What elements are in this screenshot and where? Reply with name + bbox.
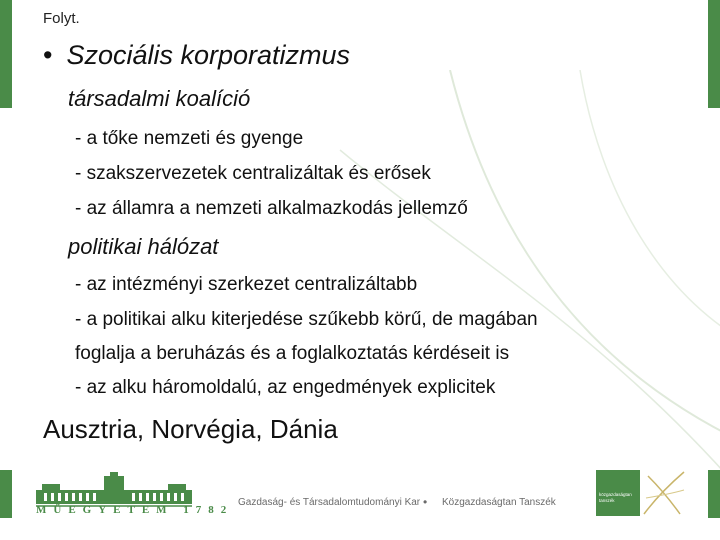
coalition-line-2: - szakszervezetek centralizáltak és erősek — [75, 163, 431, 184]
logo-wordmark: MŰEGYETEM 1782 — [36, 504, 234, 516]
footer — [0, 462, 720, 540]
coalition-line-1: - a tőke nemzeti és gyenge — [75, 128, 304, 149]
coalition-line-3: - az államra a nemzeti alkalmazkodás jellemző — [75, 198, 468, 219]
department-emblem-icon — [640, 468, 688, 518]
network-line-4: - az alku háromoldalú, az engedmények explicitek — [75, 377, 496, 398]
footer-separator: • — [423, 495, 428, 509]
section-heading-coalition: társadalmi koalíció — [68, 86, 251, 111]
department-badge — [596, 470, 640, 516]
left-accent-bar-top — [0, 0, 12, 108]
department-badge-label: közgazdaságtan tanszék — [599, 492, 632, 503]
network-line-1: - az intézményi szerkezet centralizáltabb — [75, 274, 418, 295]
right-accent-bar-top — [708, 0, 720, 108]
network-line-3: foglalja a beruházás és a foglalkoztatás kérdéseit is — [75, 343, 510, 364]
continued-label: Folyt. — [43, 10, 80, 27]
university-building-logo — [34, 472, 194, 532]
faculty-name: Gazdaság- és Társadalomtudományi Kar — [238, 497, 421, 508]
title-text: Szociális korporatizmus — [66, 40, 351, 70]
section-heading-network: politikai hálózat — [68, 234, 219, 259]
department-name: Közgazdaságtan Tanszék — [442, 497, 556, 508]
countries-list: Ausztria, Norvégia, Dánia — [43, 414, 338, 444]
network-line-2: - a politikai alku kiterjedése szűkebb körű, de magában — [75, 309, 538, 330]
title-bullet: • — [43, 40, 53, 70]
slide-title — [43, 40, 350, 71]
